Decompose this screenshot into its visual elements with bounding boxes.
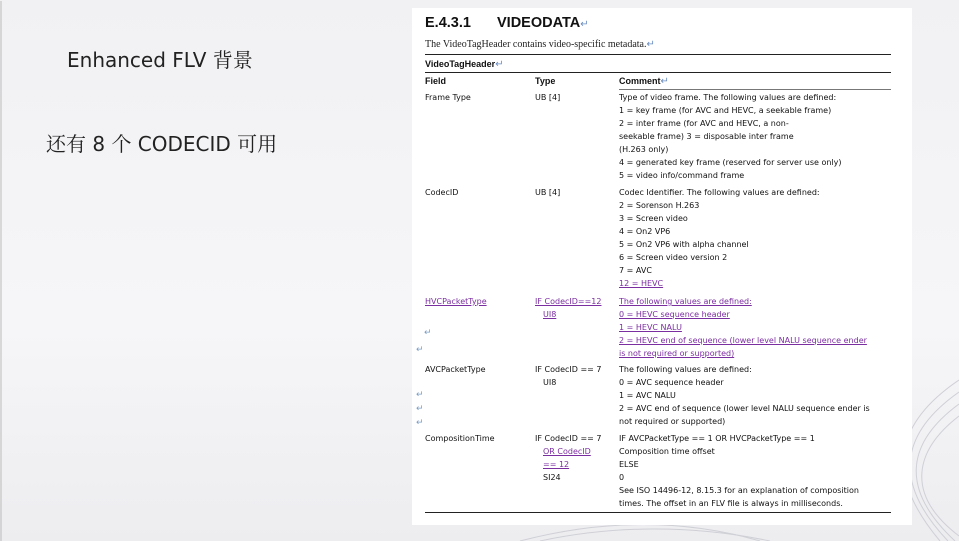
header-rule xyxy=(619,89,891,90)
table-row-field: AVCPacketType xyxy=(425,365,486,374)
table-row-field: Frame Type xyxy=(425,93,471,102)
return-mark-icon: ↵ xyxy=(416,345,424,355)
table-top-rule xyxy=(425,54,891,55)
table-name: VideoTagHeader↵ xyxy=(425,59,504,70)
slide-title: Enhanced FLV 背景 xyxy=(67,48,253,72)
document-page xyxy=(412,8,912,525)
table-row-comment: The following values are defined: 0 = HEVC sequence header 1 = HEVC NALU 2 = HEVC end of sequence (lower level NALU sequence ender is not required or supported) xyxy=(619,297,867,358)
return-mark-icon: ↵ xyxy=(580,19,589,30)
table-row-comment: Codec Identifier. The following values are defined: 2 = Sorenson H.263 3 = Screen video 4 = On2 VP6 5 = On2 VP6 with alpha channel 6 = Screen video version 2 7 = AVC 12 = HEVC xyxy=(619,188,820,288)
table-row-type: UB [4] xyxy=(535,93,561,102)
slide-subtitle: 还有 8 个 CODECID 可用 xyxy=(46,132,278,156)
table-row-field: CompositionTime xyxy=(425,434,495,443)
table-name-rule xyxy=(425,72,891,73)
return-mark-icon: ↵ xyxy=(416,390,424,400)
section-heading xyxy=(425,15,589,31)
section-number: E.4.3.1 xyxy=(425,15,471,31)
return-mark-icon: ↵ xyxy=(646,39,655,50)
column-header-comment: Comment↵ xyxy=(619,76,669,87)
return-mark-icon: ↵ xyxy=(424,328,432,338)
return-mark-icon: ↵ xyxy=(416,418,424,428)
column-header-type: Type xyxy=(535,76,556,86)
table-row-comment: The following values are defined: 0 = AVC sequence header 1 = AVC NALU 2 = AVC end of sequence (lower level NALU sequence ender is not required or supported) xyxy=(619,365,870,426)
table-row-type: IF CodecID == 7 OR CodecID == 12 SI24 xyxy=(535,434,602,482)
section-title: VIDEODATA xyxy=(497,15,581,31)
table-row-comment: IF AVCPacketType == 1 OR HVCPacketType == 1 Composition time offset ELSE 0 See ISO 14496-12, 8.15.3 for an explanation of composition times. The offset in an FLV file is always in milliseconds. xyxy=(619,434,859,508)
section-intro: The VideoTagHeader contains video-specific metadata.↵ xyxy=(425,39,655,50)
return-mark-icon: ↵ xyxy=(416,404,424,414)
table-row-type: IF CodecID == 7 UI8 xyxy=(535,365,602,387)
table-row-field: HVCPacketType xyxy=(425,297,487,306)
table-bottom-rule xyxy=(425,512,891,513)
table-row-comment: Type of video frame. The following values are defined: 1 = key frame (for AVC and HEVC, a seekable frame) 2 = inter frame (for AVC and HEVC, a non- seekable frame) 3 = disposable inter frame (H.263 only) 4 = generated key frame (reserved for server use only) 5 = video info/command frame xyxy=(619,93,842,180)
table-row-field: CodecID xyxy=(425,188,459,197)
column-header-field: Field xyxy=(425,76,447,86)
table-row-type: UB [4] xyxy=(535,188,561,197)
table-row-type: IF CodecID==12 UI8 xyxy=(535,297,602,319)
